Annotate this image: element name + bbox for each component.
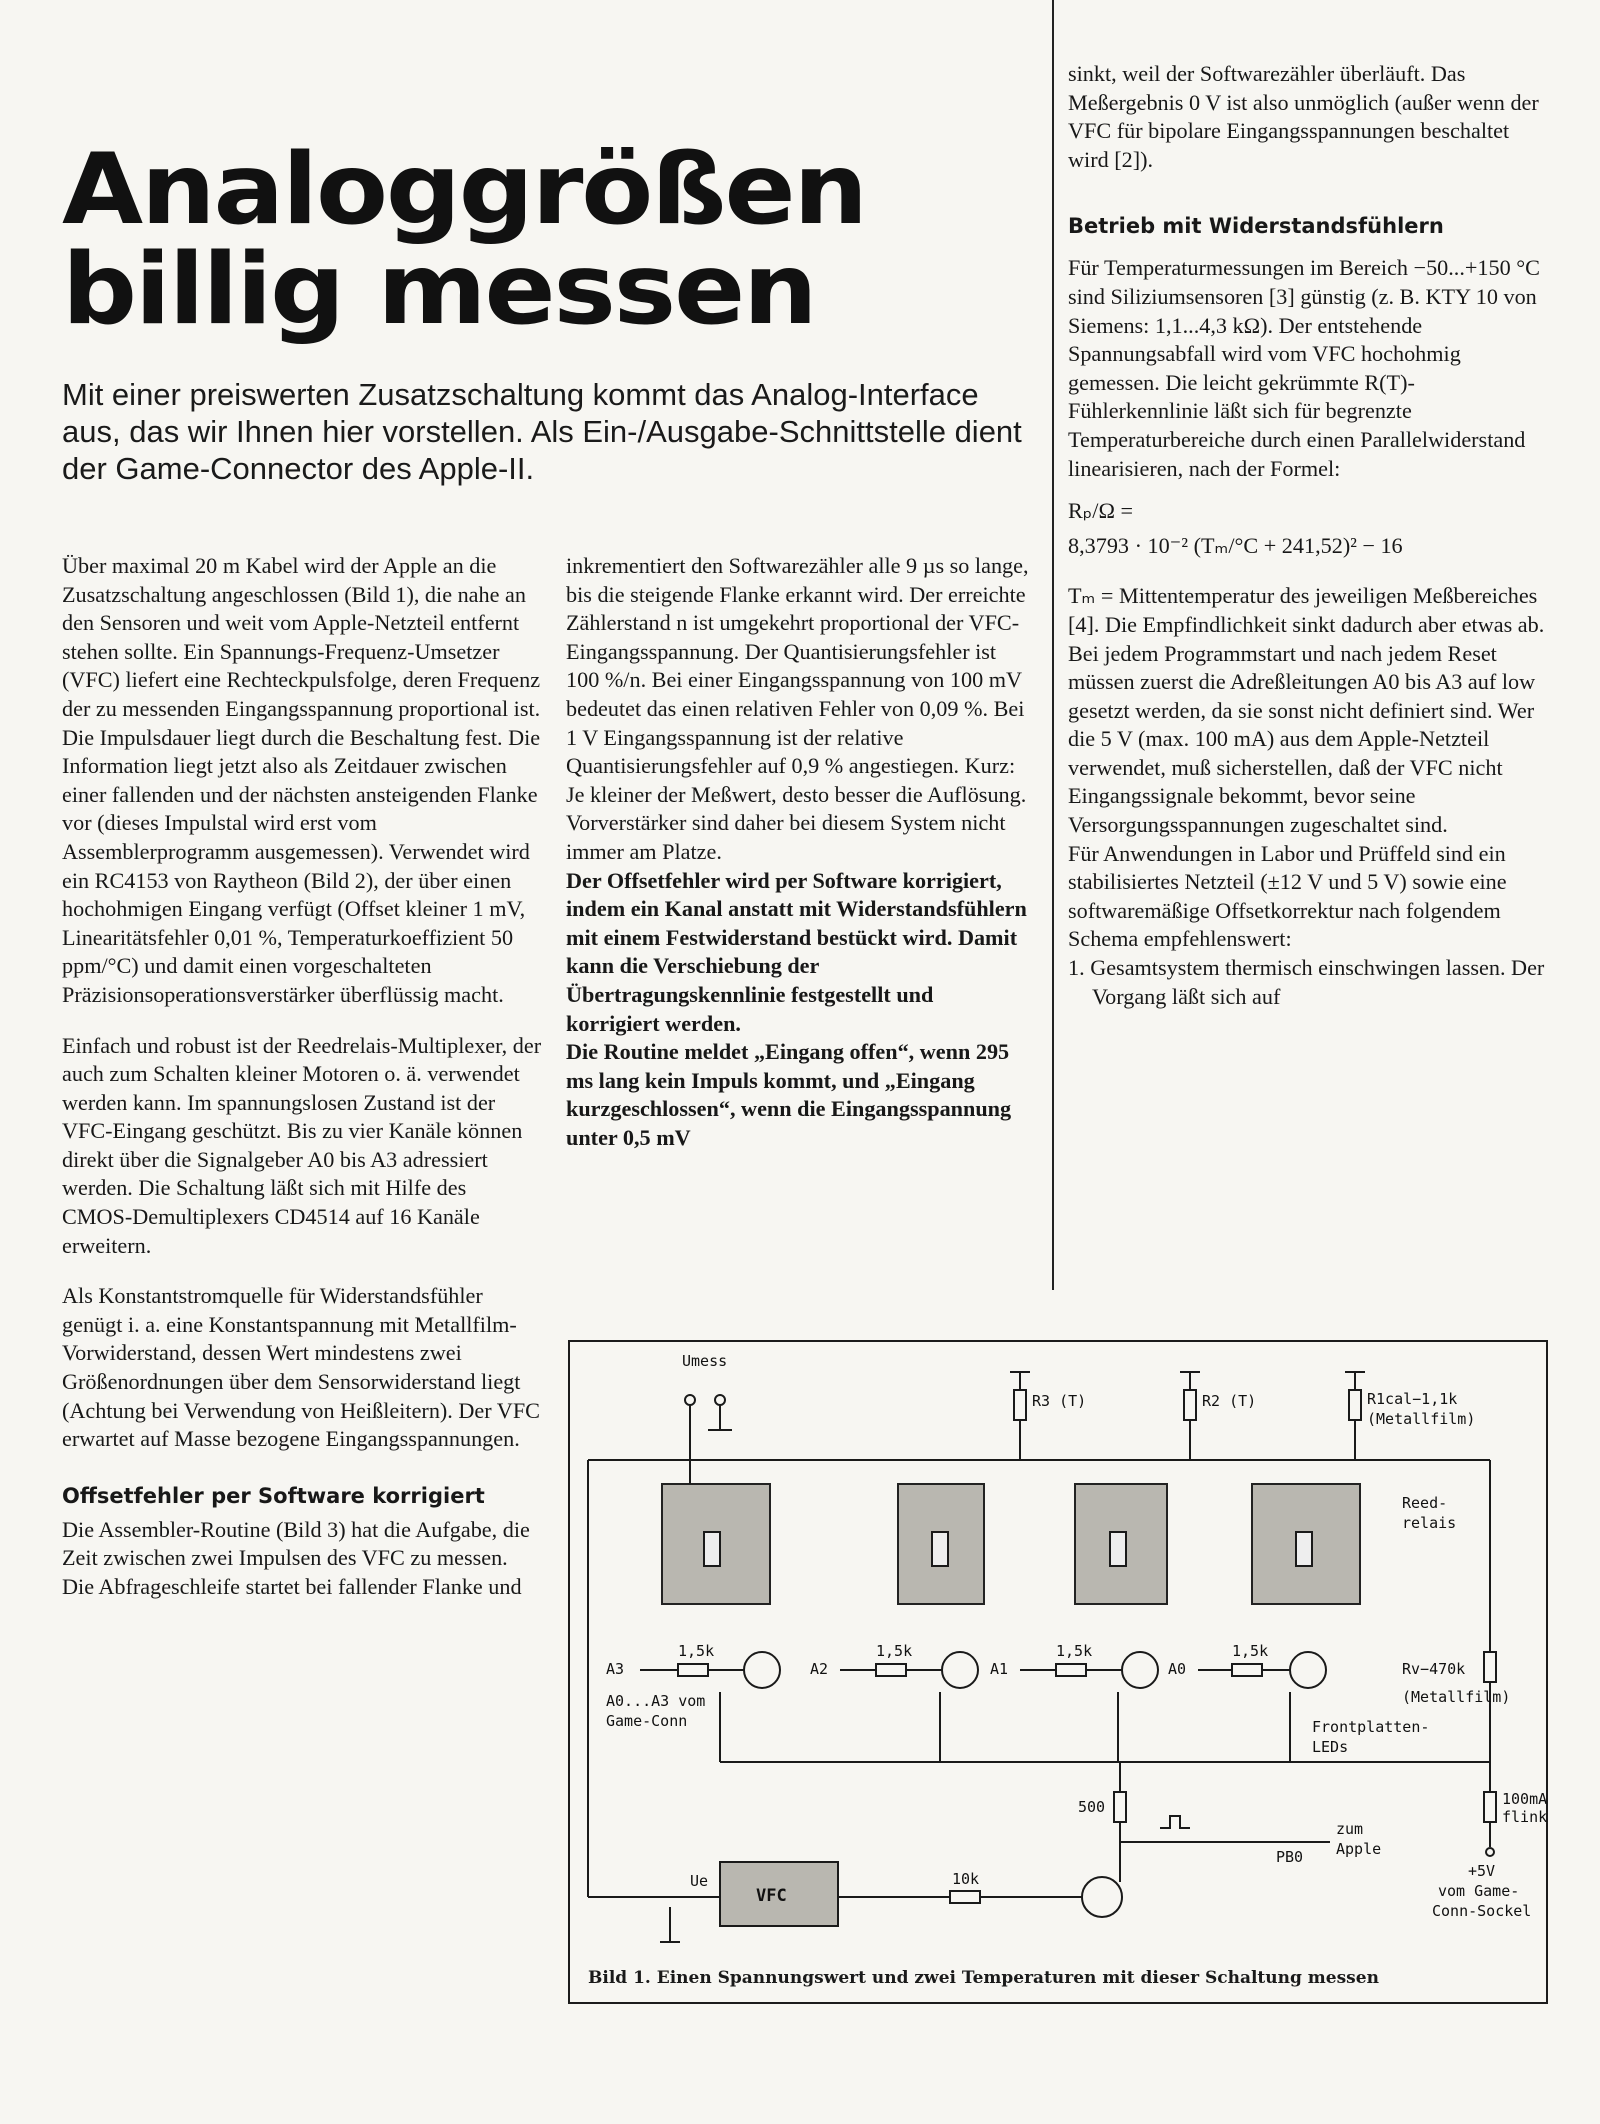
paragraph: Bei jedem Programmstart und nach jedem Reset müssen zuerst die Adreßleitungen A0 bis A3 auf low gesetzt werden, da sie sonst nicht definiert sind. Wer die 5 V (max. 100 mA) aus dem Apple-Netzteil verwendet, muß sicherstellen, daß der VFC nicht Eingangssignale bekommt, bevor seine Versorgungsspannungen zugeschaltet sind. bbox=[1068, 640, 1536, 838]
title-line-1: Analoggrößen bbox=[62, 133, 866, 247]
label-rv: Rv−470k bbox=[1402, 1660, 1466, 1678]
label-10k: 10k bbox=[952, 1870, 980, 1888]
column-divider bbox=[1052, 0, 1054, 1290]
label-vfc: VFC bbox=[756, 1886, 787, 1906]
formula-lhs: Rₚ/Ω = bbox=[1068, 498, 1134, 524]
label-r1-note: (Metallfilm) bbox=[1367, 1410, 1476, 1428]
figure-caption: Bild 1. Einen Spannungswert und zwei Temperaturen mit dieser Schaltung messen bbox=[588, 1968, 1379, 1988]
paragraph: inkrementiert den Softwarezähler alle 9 µs so lange, bis die steigende Flanke erkannt wird. Der erreichte Zählerstand n ist umgekehrt proportional der VFC-Eingangsspannung. Der Quantisierungsfehler ist 100 %/n. Bei einer Eingangsspannung von 100 mV bedeutet das einen relativen Fehler von 0,09 %. Bei 1 V Eingangsspannung ist der relative Quantisierungsfehler auf 0,9 % angestiegen. Kurz: Je kleiner der Meßwert, desto besser die Auflösung. Vorverstärker sind daher bei diesem System nicht immer am Platze. bbox=[566, 553, 1029, 864]
figure-circuit bbox=[568, 1340, 1548, 2004]
paragraph: Für Temperaturmessungen im Bereich −50...+150 °C sind Siliziumsensoren [3] günstig (z. B. KTY 10 von Siemens: 1,1...4,3 kΩ). Der entstehende Spannungsabfall wird vom VFC hochohmig gemessen. Die leicht gekrümmte R(T)-Fühlerkennlinie läßt sich für begrenzte Temperaturbereiche durch einen Parallelwiderstand linearisieren, nach der Formel: bbox=[1068, 255, 1540, 481]
column-1 bbox=[62, 552, 542, 1602]
paragraph: Die Assembler-Routine (Bild 3) hat die Aufgabe, die Zeit zwischen zwei Impulsen des VFC zu messen. Die Abfrageschleife startet bei fallender Flanke und bbox=[62, 1516, 530, 1599]
label-vom-game: vom Game- bbox=[1438, 1882, 1520, 1900]
label-res-a1: 1,5k bbox=[1056, 1642, 1093, 1660]
paragraph: Als Konstantstromquelle für Widerstandsfühler genügt i. a. eine Konstantspannung mit Metallfilm-Vorwiderstand, dessen Wert mindestens zwei Größenordnungen über dem Sensorwiderstand liegt (Achtung bei Verwendung von Heißleitern). Der VFC erwartet auf Masse bezogene Eingangsspannungen. bbox=[62, 1283, 540, 1452]
label-conn-sockel: Conn-Sockel bbox=[1432, 1902, 1532, 1920]
label-a0: A0 bbox=[1168, 1660, 1187, 1678]
label-a1: A1 bbox=[990, 1660, 1009, 1678]
label-fuse-2: flink bbox=[1502, 1808, 1548, 1826]
label-res-a0: 1,5k bbox=[1232, 1642, 1269, 1660]
label-pb0: PB0 bbox=[1276, 1848, 1304, 1866]
label-a3: A3 bbox=[606, 1660, 625, 1678]
label-apple: Apple bbox=[1336, 1840, 1382, 1858]
circuit-schematic bbox=[570, 1342, 1546, 2002]
label-a-range: A0...A3 vom bbox=[606, 1692, 706, 1710]
label-r1: R1cal−1,1k bbox=[1367, 1390, 1458, 1408]
label-umess: Umess bbox=[682, 1352, 728, 1370]
label-rv-note: (Metallfilm) bbox=[1402, 1688, 1511, 1706]
list-item: 1. Gesamtsystem thermisch einschwingen lassen. Der Vorgang läßt sich auf bbox=[1068, 955, 1545, 1009]
paragraph: Der Offsetfehler wird per Software korrigiert, indem ein Kanal anstatt mit Widerstandsfühlern mit einem Festwiderstand bestückt wird. Damit kann die Verschiebung der Übertragungskennlinie festgestellt und korrigiert werden. bbox=[566, 867, 1027, 1036]
label-500: 500 bbox=[1078, 1798, 1106, 1816]
section-heading: Betrieb mit Widerstandsfühlern bbox=[1068, 214, 1444, 239]
label-r3: R3 (T) bbox=[1032, 1392, 1087, 1410]
label-relais: relais bbox=[1402, 1514, 1457, 1532]
formula bbox=[1068, 497, 1546, 560]
label-fuse: 100mA bbox=[1502, 1790, 1548, 1808]
paragraph: Die Routine meldet „Eingang offen“, wenn 295 ms lang kein Impuls kommt, und „Eingang kurzgeschlossen“, wenn die Eingangsspannung unter 0,5 mV bbox=[566, 1039, 1012, 1150]
paragraph: Tₘ = Mittentemperatur des jeweiligen Meßbereiches [4]. Die Empfindlichkeit sinkt dadurch aber etwas ab. bbox=[1068, 583, 1545, 637]
label-a2: A2 bbox=[810, 1660, 829, 1678]
article-deck: Mit einer preiswerten Zusatzschaltung kommt das Analog-Interface aus, das wir Ihnen hier vorstellen. Als Ein-/Ausgabe-Schnittstelle dient der Game-Connector des Apple-II. bbox=[62, 377, 1022, 486]
label-res-a3: 1,5k bbox=[678, 1642, 715, 1660]
column-2 bbox=[566, 552, 1030, 1152]
label-leds: LEDs bbox=[1312, 1738, 1349, 1756]
label-frontplatten: Frontplatten- bbox=[1312, 1718, 1430, 1736]
label-r2: R2 (T) bbox=[1202, 1392, 1257, 1410]
section-heading: Offsetfehler per Software korrigiert bbox=[62, 1483, 485, 1508]
title-line-2: billig messen bbox=[62, 233, 816, 347]
article-title bbox=[62, 133, 1111, 347]
paragraph: Einfach und robust ist der Reedrelais-Multiplexer, der auch zum Schalten kleiner Motoren o. ä. verwendet werden kann. Im spannungslosen Zustand ist der VFC-Eingang geschützt. Bis zu vier Kanäle können direkt über die Signalgeber A0 bis A3 adressiert werden. Die Schaltung läßt sich mit Hilfe des CMOS-Demultiplexers CD4514 auf 16 Kanäle erweitern. bbox=[62, 1032, 542, 1258]
label-reed: Reed- bbox=[1402, 1494, 1448, 1512]
paragraph: Über maximal 20 m Kabel wird der Apple an die Zusatzschaltung angeschlossen (Bild 1), die nahe an den Sensoren und weit vom Apple-Netzteil entfernt stehen sollte. Ein Spannungs-Frequenz-Umsetzer (VFC) liefert eine Rechteckpulsfolge, deren Frequenz der zu messenden Eingangsspannung proportional ist. Die Impulsdauer liegt durch die Beschaltung fest. Die Information liegt jetzt also als Zeitdauer zwischen einer fallenden und der nächsten ansteigenden Flanke vor (dieses Impulstal wird erst vom Assemblerprogramm ausgemessen). Verwendet wird ein RC4153 von Raytheon (Bild 2), der über einen hochohmigen Eingang verfügt (Offset kleiner 1 mV, Linearitätsfehler 0,01 %, Temperaturkoeffizient 50 ppm/°C) und damit einen vorgeschalteten Präzisionsoperationsverstärker überflüssig macht. bbox=[62, 553, 541, 1007]
paragraph: Für Anwendungen in Labor und Prüffeld sind ein stabilisiertes Netzteil (±12 V und 5 V) sowie eine softwaremäßige Offsetkorrektur nach folgendem Schema empfehlenswert: bbox=[1068, 840, 1507, 952]
label-plus5: +5V bbox=[1468, 1862, 1496, 1880]
label-zum: zum bbox=[1336, 1820, 1364, 1838]
paragraph: sinkt, weil der Softwarezähler überläuft. Das Meßergebnis 0 V ist also unmöglich (außer wenn der VFC für bipolare Eingangsspannungen beschaltet wird [2]). bbox=[1068, 61, 1539, 172]
label-res-a2: 1,5k bbox=[876, 1642, 913, 1660]
label-game-conn: Game-Conn bbox=[606, 1712, 688, 1730]
formula-rhs: 8,3793 · 10⁻² (Tₘ/°C + 241,52)² − 16 bbox=[1068, 532, 1403, 558]
label-ue: Ue bbox=[690, 1872, 709, 1890]
column-3 bbox=[1068, 60, 1546, 1011]
